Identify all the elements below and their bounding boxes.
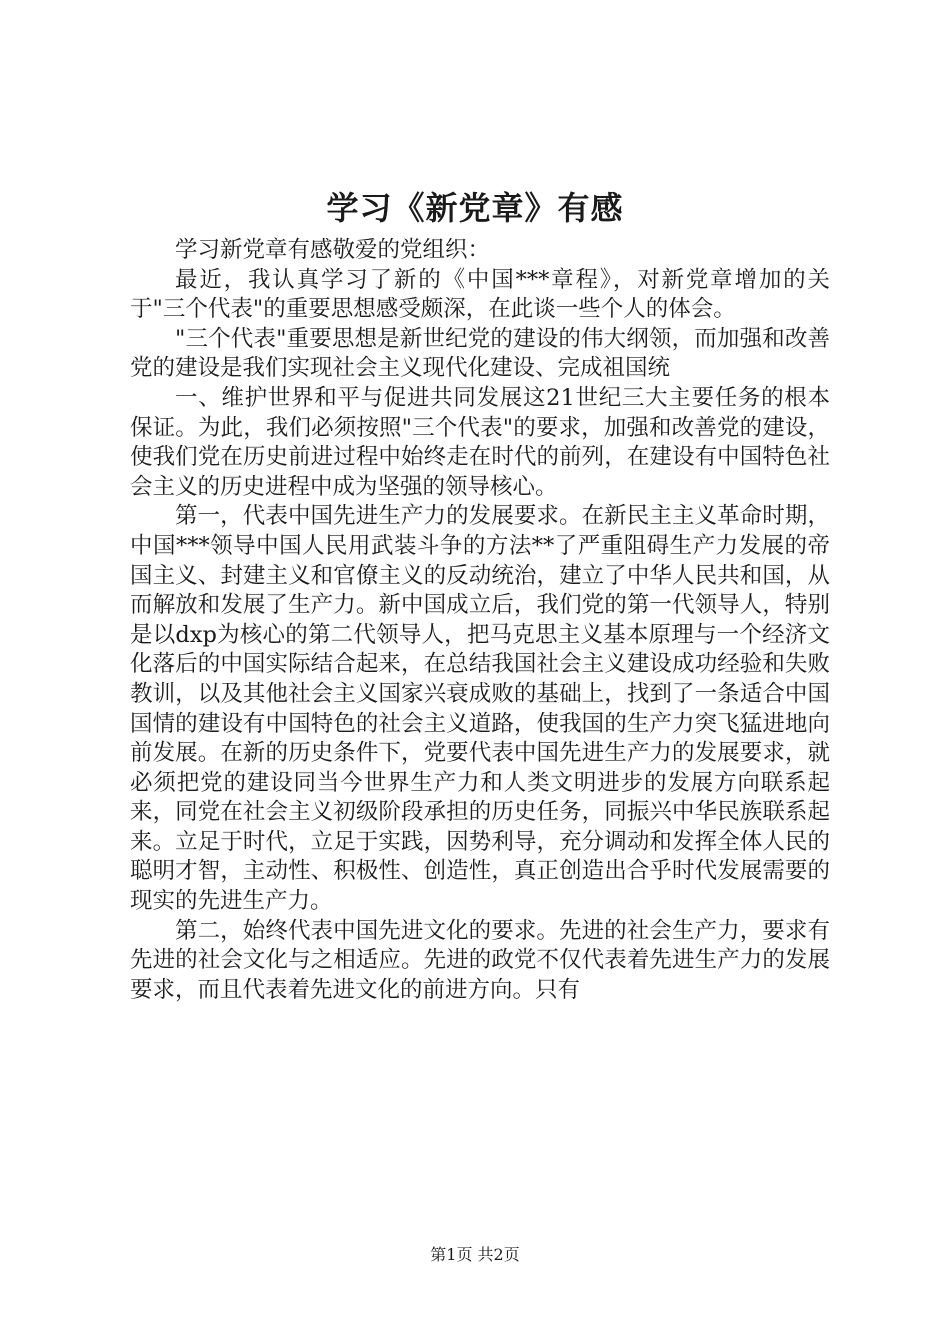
paragraph: 学习新党章有感敬爱的党组织： <box>175 237 491 263</box>
paragraph: "三个代表"重要思想是新世纪党的建设的伟大纲领，而加强和改善党的建设是我们实现社会主义现代化建设、完成祖国统 <box>130 325 830 382</box>
paragraph: 第二，始终代表中国先进文化的要求。先进的社会生产力，要求有先进的社会文化与之相适应。先进的政党不仅代表着先进生产力的发展要求，而且代表着先进文化的前进方向。只有 <box>130 917 830 1003</box>
paragraph: 第一，代表中国先进生产力的发展要求。在新民主主义革命时期，中国***领导中国人民用武装斗争的方法**了严重阻碍生产力发展的帝国主义、封建主义和官僚主义的反动统治，建立了中华人民共和国，从而解放和发展了生产力。新中国成立后，我们党的第一代领导人，特别是以dxp为核心的第二代领导人，把马克思主义基本原理与一个经济文化落后的中国实际结合起来，在总结我国社会主义建设成功经验和失败教训，以及其他社会主义国家兴衰成败的基础上，找到了一条适合中国国情的建设有中国特色的社会主义道路，使我国的生产力突飞猛进地向前发展。在新的历史条件下，党要代表中国先进生产力的发展要求，就必须把党的建设同当今世界生产力和人类文明进步的发展方向联系起来，同党在社会主义初级阶段承担的历史任务，同振兴中华民族联系起来。立足于时代，立足于实践，因势利导，充分调动和发挥全体人民的聪明才智，主动性、积极性、创造性，真正创造出合乎时代发展需要的现实的先进生产力。 <box>130 503 830 915</box>
page-number-footer: 第1页 共2页 <box>430 1245 520 1264</box>
paragraph: 最近，我认真学习了新的《中国***章程》，对新党章增加的关于"三个代表"的重要思想感受颇深，在此谈一些个人的体会。 <box>130 266 830 323</box>
document-body <box>130 236 830 1005</box>
paragraph: 一、维护世界和平与促进共同发展这21世纪三大主要任务的根本保证。为此，我们必须按照"三个代表"的要求，加强和改善党的建设，使我们党在历史前进过程中始终走在时代的前列，在建设有中国特色社会主义的历史进程中成为坚强的领导核心。 <box>130 384 830 500</box>
document-title: 学习《新党章》有感 <box>326 189 624 227</box>
